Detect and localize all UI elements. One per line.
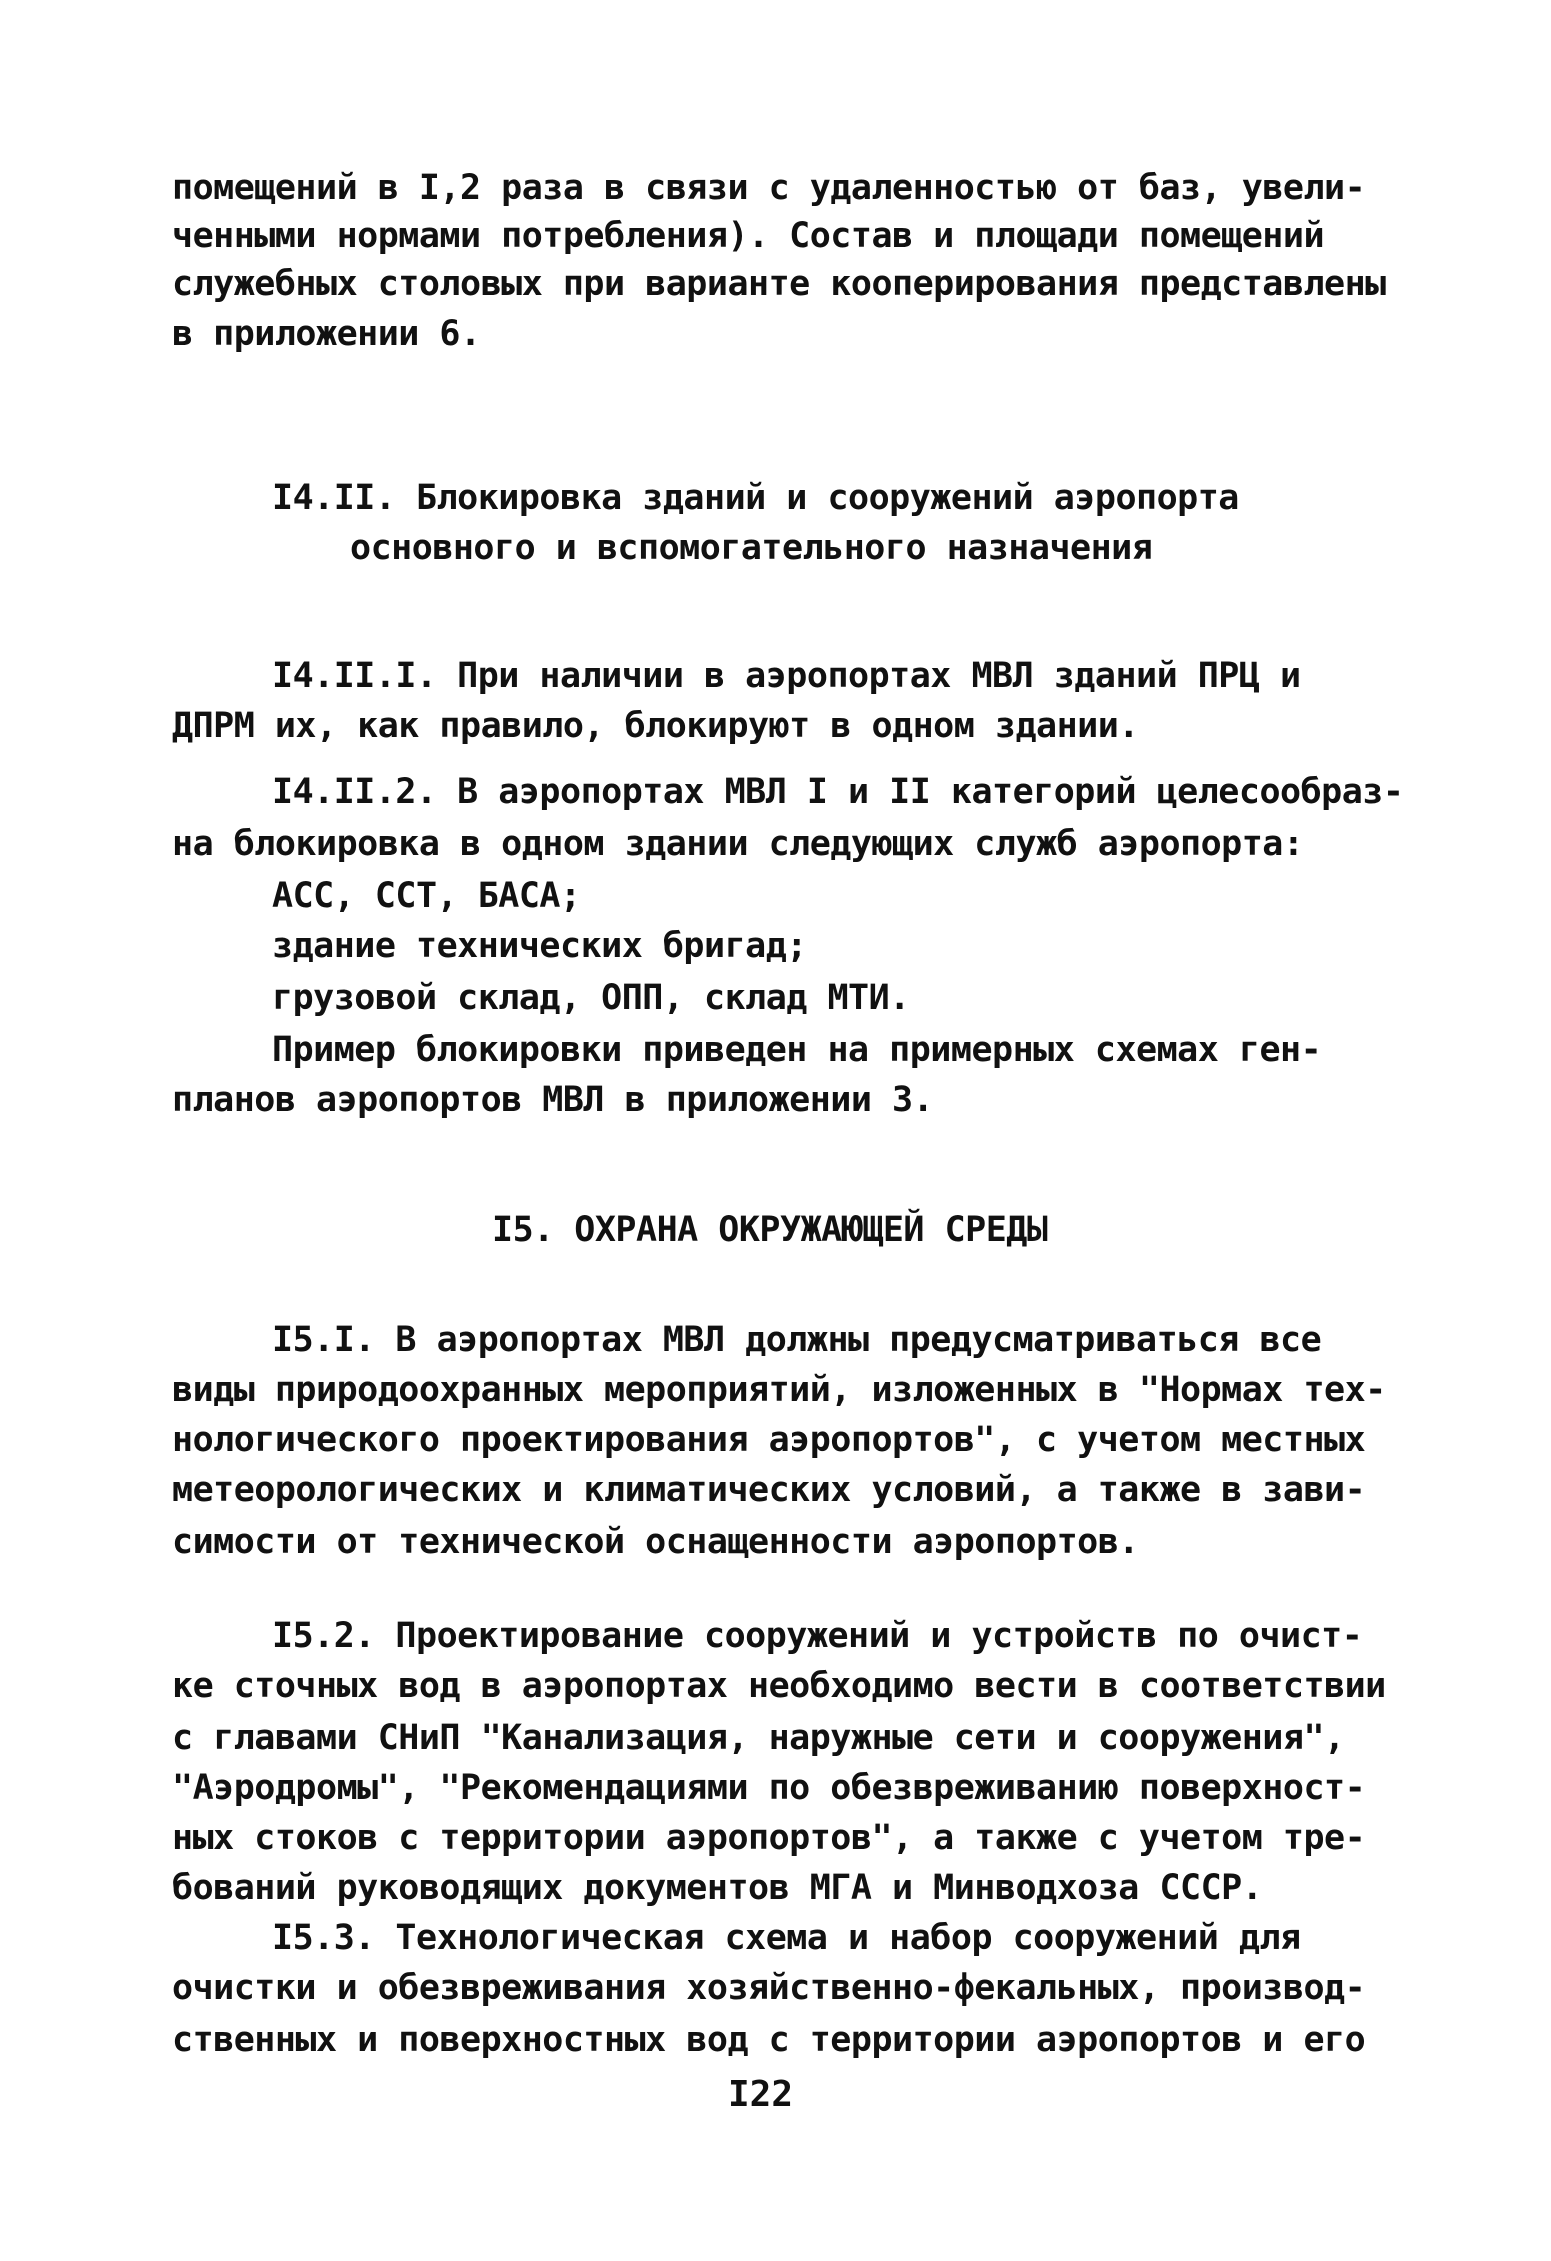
section-15-heading: I5. ОХРАНА ОКРУЖАЮЩЕЙ СРЕДЫ: [492, 1210, 1048, 1250]
para-14-11-1-line-2: ДПРМ их, как правило, блокируют в одном здании.: [172, 706, 1139, 746]
intro-line-4: в приложении 6.: [172, 314, 481, 354]
para-15-1-line-1: I5.I. В аэропортах МВЛ должны предусматриваться все: [272, 1320, 1322, 1360]
para-15-1-line-2: виды природоохранных мероприятий, изложенных в "Нормах тех-: [172, 1370, 1386, 1410]
page-number: I22: [728, 2074, 794, 2115]
example-line-1: Пример блокировки приведен на примерных схемах ген-: [272, 1030, 1322, 1070]
list-item: АСС, ССТ, БАСА;: [272, 876, 581, 916]
para-15-2-line-6: бований руководящих документов МГА и Минводхоза СССР.: [172, 1868, 1263, 1908]
intro-line-2: ченными нормами потребления). Состав и площади помещений: [172, 216, 1325, 256]
list-item: здание технических бригад;: [272, 926, 807, 966]
para-15-2-line-1: I5.2. Проектирование сооружений и устройств по очист-: [272, 1616, 1363, 1656]
section-14-11-heading-line-1: I4.II. Блокировка зданий и сооружений аэропорта: [272, 478, 1239, 518]
para-15-2-line-2: ке сточных вод в аэропортах необходимо вести в соответствии: [172, 1666, 1386, 1706]
para-15-2-line-5: ных стоков с территории аэропортов", а также с учетом тре-: [172, 1818, 1366, 1858]
list-item: грузовой склад, ОПП, склад МТИ.: [272, 978, 910, 1018]
para-15-2-line-3: с главами СНиП "Канализация, наружные сети и сооружения",: [172, 1718, 1345, 1758]
para-15-3-line-1: I5.3. Технологическая схема и набор сооружений для: [272, 1918, 1301, 1958]
section-14-11-heading-line-2: основного и вспомогательного назначения: [350, 528, 1153, 568]
intro-line-1: помещений в I,2 раза в связи с удаленностью от баз, увели-: [172, 168, 1366, 208]
intro-line-3: служебных столовых при варианте кооперирования представлены: [172, 264, 1386, 304]
para-15-2-line-4: "Аэродромы", "Рекомендациями по обезвреживанию поверхност-: [172, 1768, 1366, 1808]
example-line-2: планов аэропортов МВЛ в приложении 3.: [172, 1080, 934, 1120]
para-15-1-line-3: нологического проектирования аэропортов", с учетом местных: [172, 1420, 1366, 1460]
para-15-3-line-2: очистки и обезвреживания хозяйственно-фекальных, производ-: [172, 1968, 1366, 2008]
para-14-11-2-line-1: I4.II.2. В аэропортах МВЛ I и II категорий целесообраз-: [272, 772, 1404, 812]
para-15-1-line-4: метеорологических и климатических условий, а также в зави-: [172, 1470, 1366, 1510]
para-14-11-1-line-1: I4.II.I. При наличии в аэропортах МВЛ зданий ПРЦ и: [272, 656, 1301, 696]
para-14-11-2-line-2: на блокировка в одном здании следующих служб аэропорта:: [172, 824, 1304, 864]
para-15-3-line-3: ственных и поверхностных вод с территории аэропортов и его: [172, 2020, 1366, 2060]
para-15-1-line-5: симости от технической оснащенности аэропортов.: [172, 1522, 1139, 1562]
